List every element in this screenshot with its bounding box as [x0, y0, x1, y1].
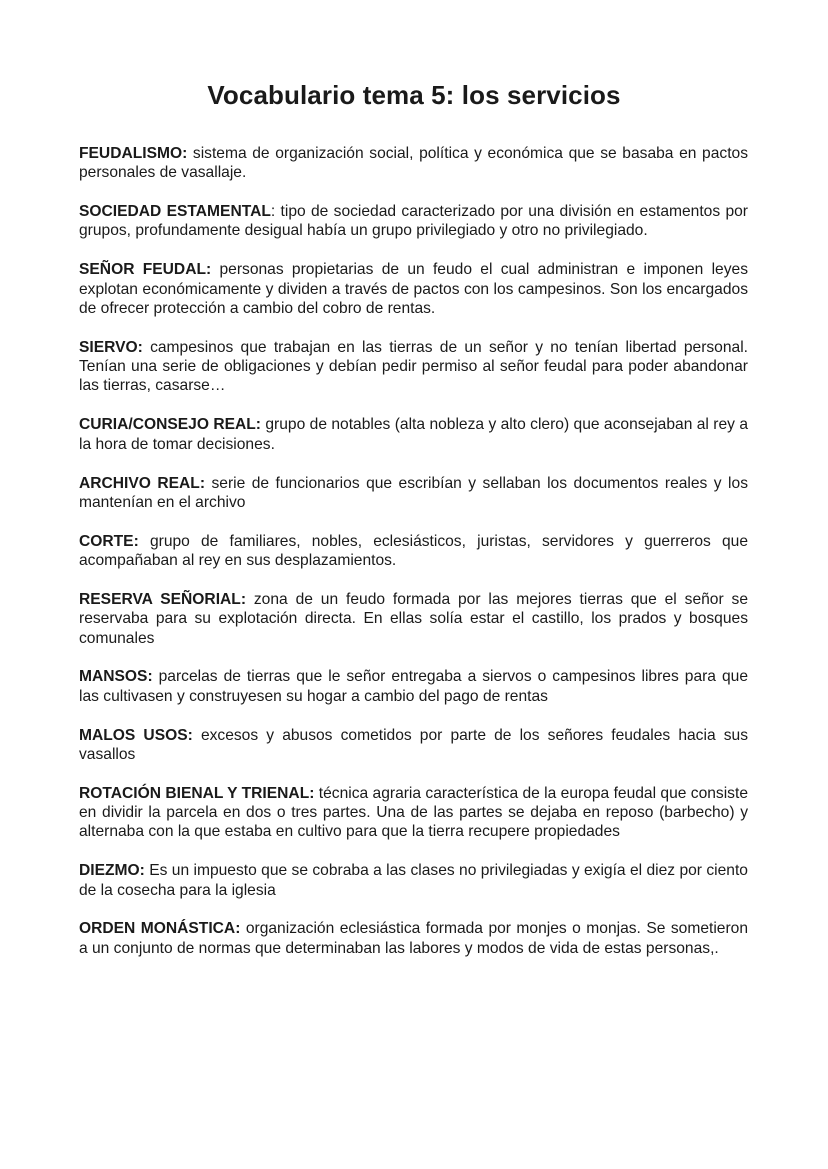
entry-term: DIEZMO: — [79, 862, 145, 880]
entry-definition: sistema de organización social, política y económica que se basaba en pactos personales de vasallaje. — [79, 145, 748, 182]
vocabulary-entry — [79, 144, 748, 183]
entry-definition: grupo de familiares, nobles, eclesiásticos, juristas, servidores y guerreros que acompañaban al rey en sus desplazamientos. — [79, 532, 748, 570]
entry-term: MALOS USOS: — [79, 726, 193, 744]
entry-term: CURIA/CONSEJO REAL: — [79, 416, 261, 434]
entry-definition: zona de un feudo formada por las mejores tierras que el señor se reservaba para su explotación directa. En ellas solía estar el castillo, los prados y bosques comunales — [79, 590, 748, 647]
entry-term: ARCHIVO REAL: — [79, 474, 206, 492]
entry-definition: : tipo de sociedad caracterizado por una división en estamentos por grupos, profundamente desigual había un grupo privilegiado y otro no privilegiado. — [79, 203, 748, 240]
vocabulary-entry — [79, 590, 748, 648]
vocabulary-entry — [79, 202, 748, 241]
page-title: Vocabulario tema 5: los servicios — [207, 80, 621, 110]
entry-definition: campesinos que trabajan en las tierras de un señor y no tenían libertad personal. Tenían una serie de obligaciones y debían pedir permiso al señor feudal para poder abandonar las tierras, casarse… — [79, 338, 748, 395]
entry-term: RESERVA SEÑORIAL: — [79, 590, 247, 608]
entry-definition: personas propietarias de un feudo el cual administran e imponen leyes explotan económicamente y dividen a través de pactos con los campesinos. Son los encargados de ofrecer protección a cambio del cobro de rentas. — [79, 261, 748, 317]
entry-term: SIERVO: — [79, 338, 143, 356]
vocabulary-entry — [79, 784, 748, 842]
vocabulary-entry — [79, 861, 748, 900]
entry-definition: técnica agraria característica de la europa feudal que consiste en dividir la parcela en dos o tres partes. Una de las partes se dejaba en reposo (barbecho) y alternaba con la que estaba en cultivo para que la tierra recupere propiedades — [79, 784, 748, 841]
vocabulary-list — [79, 144, 748, 978]
entry-term: SOCIEDAD ESTAMENTAL — [79, 203, 271, 221]
vocabulary-entry — [79, 726, 748, 765]
entry-term: CORTE: — [79, 532, 139, 550]
entry-definition: Es un impuesto que se cobraba a las clases no privilegiadas y exigía el diez por ciento de la cosecha para la iglesia — [79, 862, 748, 899]
vocabulary-entry — [79, 919, 748, 958]
vocabulary-entry — [79, 260, 748, 318]
vocabulary-entry — [79, 532, 748, 571]
entry-definition: excesos y abusos cometidos por parte de los señores feudales hacia sus vasallos — [79, 726, 749, 763]
vocabulary-entry — [79, 338, 748, 396]
entry-term: MANSOS: — [79, 668, 153, 686]
entry-definition: organización eclesiástica formada por monjes o monjas. Se sometieron a un conjunto de normas que determinaban las labores y modos de vida de estas personas,. — [79, 920, 749, 957]
entry-definition: parcelas de tierras que le señor entregaba a siervos o campesinos libres para que las cultivasen y construyesen su hogar a cambio del pago de rentas — [79, 668, 748, 705]
entry-term: SEÑOR FEUDAL: — [79, 261, 212, 279]
entry-definition: grupo de notables (alta nobleza y alto clero) que aconsejaban al rey a la hora de tomar decisiones. — [79, 416, 748, 453]
vocabulary-entry — [79, 667, 748, 706]
entry-term: ORDEN MONÁSTICA: — [79, 920, 241, 938]
entry-term: FEUDALISMO: — [79, 145, 188, 162]
entry-definition: serie de funcionarios que escribían y sellaban los documentos reales y los mantenían en el archivo — [79, 474, 748, 511]
vocabulary-entry — [79, 415, 748, 454]
entry-term: ROTACIÓN BIENAL Y TRIENAL: — [79, 784, 315, 802]
vocabulary-entry — [79, 474, 748, 513]
